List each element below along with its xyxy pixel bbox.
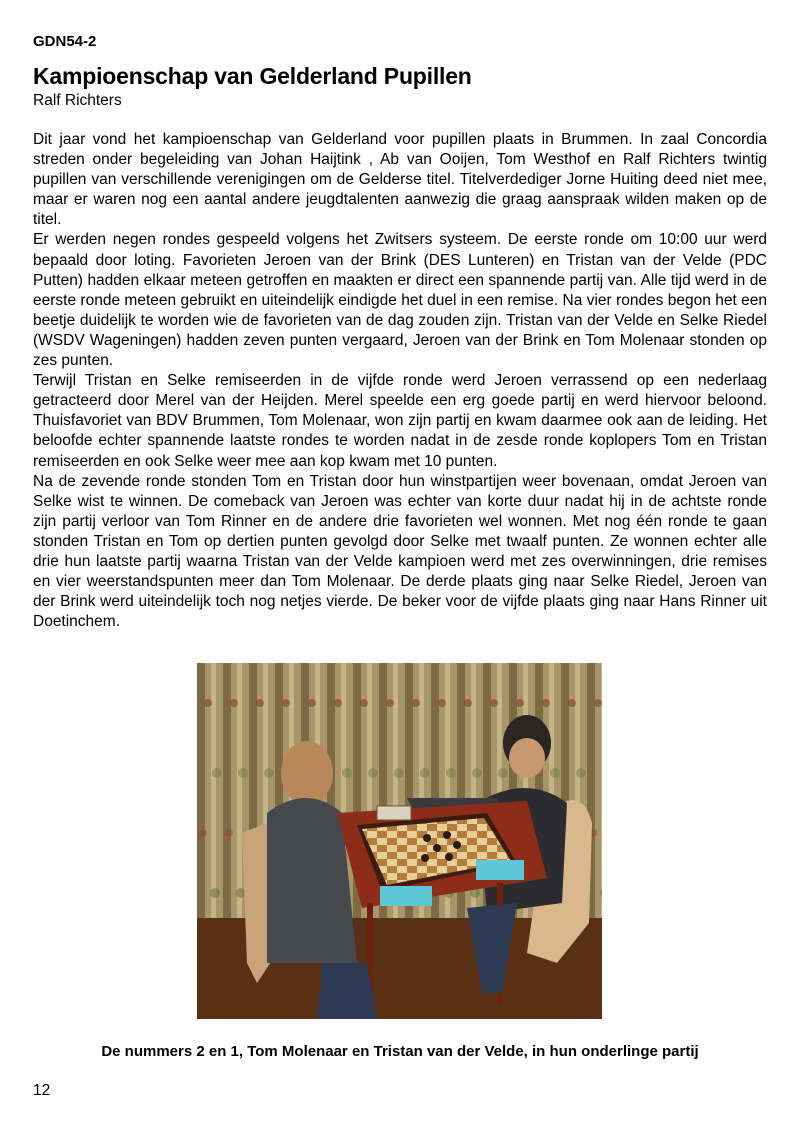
paragraph: Terwijl Tristan en Selke remiseerden in de vijfde ronde werd Jeroen verrassend op een nederlaag getracteerd door Merel van der Heijden. Merel speelde een erg goede partij en werd hiervoor beloond. Thuisfavoriet van BDV Brummen, Tom Molenaar, won zijn partij en kwam daarmee ook aan de leiding. Het beloofde echter spannende laatste rondes te worden nadat in de zesde ronde koplopers Tom en Tristan remiseerden en ook Selke weer mee aan kop kwam met 10 punten. — [33, 372, 767, 470]
article-author: Ralf Richters — [33, 92, 122, 109]
paragraph: Dit jaar vond het kampioenschap van Gelderland voor pupillen plaats in Brummen. In zaal Concordia streden onder begeleiding van Johan Haijtink , Ab van Ooijen, Tom Westhof en Ralf Richters twintig pupillen van verschillende verenigingen om de Gelderse titel. Titelverdediger Jorne Huiting deed niet mee, maar er waren nog een aantal andere jeugdtalenten aanwezig die graag aanspraak wilden maken op de titel. — [33, 131, 767, 229]
page-number: 12 — [33, 1082, 51, 1099]
document-code: GDN54-2 — [33, 33, 97, 50]
paragraph: Na de zevende ronde stonden Tom en Tristan door hun winstpartijen weer bovenaan, omdat Jeroen van Selke wist te winnen. De comeback van Jeroen was echter van korte duur nadat hij in de achtste ronde zijn partij verloor van Tom Rinner en de andere drie favorieten wel wonnen. Met nog één ronde te gaan stonden Tristan en Tom op dertien punten gevolgd door Selke met twaalf punten. Ze wonnen echter alle drie hun laatste partij waarna Tristan van der Velde kampioen werd met zes overwinningen, drie remises en vier weerstandspunten meer dan Tom Molenaar. De derde plaats ging naar Selke Riedel, Jeroen van der Brink werd uiteindelijk toch nog netjes vierde. De beker voor de vijfde plaats ging naar Hans Rinner uit Doetinchem. — [33, 472, 767, 631]
paragraph: Er werden negen rondes gespeeld volgens het Zwitsers systeem. De eerste ronde om 10:00 uur werd bepaald door loting. Favorieten Jeroen van der Brink (DES Lunteren) en Tristan van der Velde (PDC Putten) hadden elkaar meteen getroffen en maakten er direct een spannende partij van. Alle tijd werd in de eerste ronde meteen gebruikt en uiteindelijk eindigde het duel in een remise. Na vier rondes begon het een beetje duidelijk te worden wie de favorieten van de dag zouden zijn. Tristan van der Velde en Selke Riedel (WSDV Wageningen) hadden zeven punten vergaard, Jeroen van der Brink en Tom Molenaar stonden op zes punten. — [33, 231, 767, 370]
photo-caption: De nummers 2 en 1, Tom Molenaar en Tristan van der Velde, in hun onderlinge partij — [101, 1043, 699, 1060]
article-body — [33, 130, 767, 632]
game-photo — [197, 663, 602, 1019]
article-title: Kampioenschap van Gelderland Pupillen — [33, 63, 472, 89]
